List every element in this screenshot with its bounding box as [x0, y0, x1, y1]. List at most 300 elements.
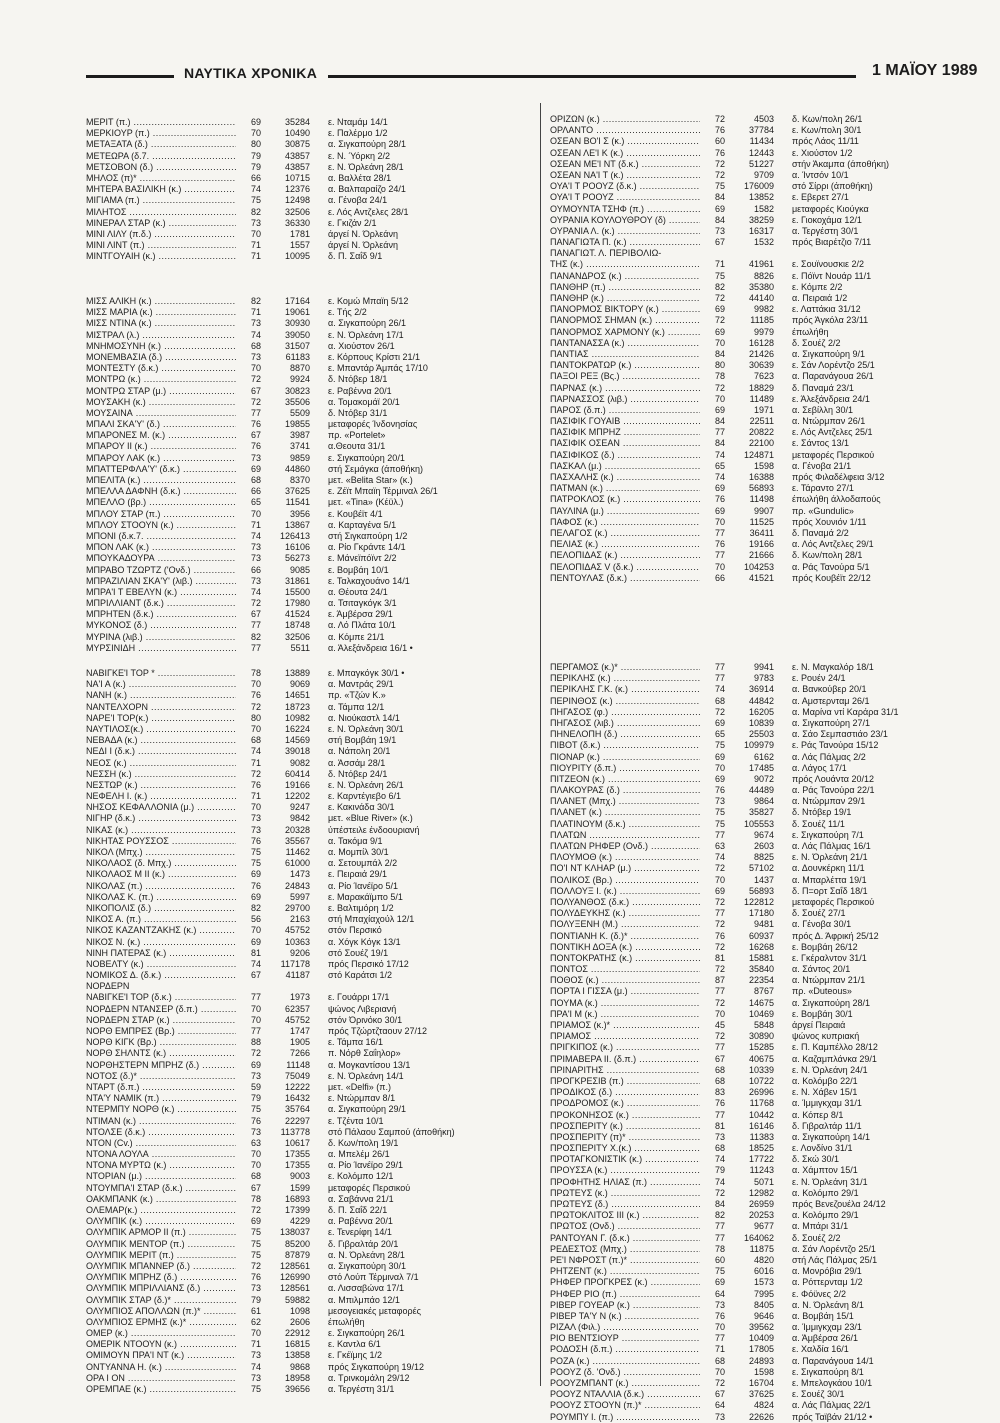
ship-row [550, 718, 990, 729]
tonnage: 62357 [284, 1003, 310, 1014]
build-year: 72 [714, 997, 725, 1008]
tonnage: 13852 [748, 192, 774, 203]
ship-row [550, 1065, 990, 1076]
ship-row [86, 780, 526, 791]
tonnage: 38259 [748, 214, 774, 225]
ship-row [86, 791, 526, 802]
ship-name: ΜΠΕΛΛΑ ΔΑΦΝΗ (δ.κ.) ..... [86, 486, 236, 497]
ship-location: στό Σίρρι (άποθήκη) [792, 181, 873, 192]
ship-name: ΜΗΤΕΡΑ ΒΑΣΙΛΙΚΗ (κ.) ..... [86, 184, 236, 195]
tonnage: 9674 [753, 829, 774, 840]
tonnage: 16146 [748, 1120, 774, 1131]
ship-name: ΠΟΛΥΑΝΘΟΣ (δ.κ.) ..... [550, 897, 700, 908]
ship-row [550, 1266, 990, 1277]
build-year: 65 [714, 460, 725, 471]
tonnage: 14675 [748, 997, 774, 1008]
ship-name: ΠΡΟΔΙΚΟΣ (δ.) ..... [550, 1087, 700, 1098]
ship-name: ΠΙΒΟΤ (δ.κ.) ..... [550, 740, 700, 751]
ship-name: ΠΟΥΜΑ (κ.) ..... [550, 998, 700, 1009]
ship-name: ΠΡΟΓΚΡΕΣΙΒ (π.) ..... [550, 1076, 700, 1087]
build-year: 81 [714, 1120, 725, 1131]
ship-location: ε. Χαλδία 16/1 [792, 1344, 849, 1355]
ship-name: ΠΕΛΟΠΙΔΑΣ (κ.) ..... [550, 550, 700, 561]
ship-name: ΟΣΕΑΝ ΛΕ'Ι Κ (κ.) ..... [550, 148, 700, 159]
tonnage: 8370 [289, 475, 310, 485]
build-year: 73 [250, 542, 261, 553]
build-year: 78 [714, 371, 725, 382]
ship-name: ΠΡΟΚΟΝΗΣΟΣ (κ.) ..... [550, 1110, 700, 1121]
tonnage: 5511 [290, 642, 310, 653]
ship-location: μετ. «Blue River» (κ.) [328, 813, 413, 824]
ship-row [550, 1221, 990, 1232]
ship-name: ΝΙΚΟΣ ΚΑΖΑΝΤΖΑΚΗΣ (κ.) ..... [86, 925, 236, 936]
tonnage: 9247 [289, 802, 310, 813]
ship-location: α. Πειραιά 1/2 [792, 293, 848, 303]
ship-row [86, 1149, 526, 1160]
build-year: 69 [714, 304, 725, 315]
tonnage: 126990 [279, 1272, 310, 1283]
tonnage: 12376 [284, 184, 310, 195]
ship-name: ΜΟΝΤΕΣΤΥ (δ.κ.) ..... [86, 363, 236, 374]
tonnage: 41524 [284, 609, 310, 620]
ship-location: α. Λισσαβώνα 17/1 [328, 1283, 404, 1294]
ship-name: ΝΟΒΕΛΤΥ (κ.) ..... [86, 959, 236, 970]
ship-location: α. Σιγκαπούρη 9/1 [792, 348, 866, 359]
ship-name: ΜΠΛΟΥ ΣΤΑΡ (π.) ..... [86, 509, 236, 520]
ship-name: ΠΑΣΙΦΙΚ ΟΣΕΑΝ ..... [550, 438, 700, 449]
ship-row [550, 405, 990, 416]
ship-row [550, 1311, 990, 1322]
ship-row [86, 318, 526, 329]
build-year: 67 [250, 609, 261, 620]
ship-name: ΡΟΥΜΠΥ Ι. (π.) ..... [550, 1412, 700, 1423]
ship-location: ε. Σουέζ 30/1 [792, 1389, 845, 1400]
tonnage: 138037 [279, 1227, 310, 1238]
build-year: 69 [714, 203, 725, 214]
ship-row [86, 128, 526, 139]
tonnage: 5509 [289, 407, 310, 418]
ship-location: α. Άμβέρσα 26/1 [792, 1333, 858, 1344]
ship-name: ΜΕΡΙΤ (π.) ..... [86, 117, 236, 128]
ship-location: πρός Βιαρέτζιο 7/11 [792, 237, 872, 248]
tonnage: 17485 [748, 762, 774, 773]
tonnage: 56273 [284, 553, 310, 564]
build-year: 79 [714, 1165, 725, 1176]
tonnage: 30639 [748, 360, 774, 371]
ship-location: έπωλήθη άλλοδαπούς [792, 494, 881, 505]
ship-row [86, 836, 526, 847]
tonnage: 24843 [284, 880, 310, 891]
build-year: 70 [250, 925, 261, 936]
tonnage: 10490 [284, 128, 310, 139]
ship-row [550, 1289, 990, 1300]
ship-name: ΟΡΙΖΩΝ (κ.) ..... [550, 114, 700, 125]
ship-row [86, 959, 526, 970]
ship-name: ΠΑΝΟΡΜΟΣ ΒΙΚΤΟΡΥ (κ.) ..... [550, 304, 700, 315]
tonnage: 43857 [284, 161, 310, 172]
tonnage: 10095 [284, 251, 310, 262]
ship-location: α. Γένοβα 30/1 [792, 919, 852, 930]
ship-location: α. Άσσάμ 28/1 [328, 757, 386, 768]
ship-location: α. Παρανάγουα 26/1 [792, 371, 874, 382]
tonnage: 13858 [284, 1350, 310, 1361]
ship-location: ε. Λός Αντζελες 28/1 [328, 206, 409, 217]
build-year: 77 [714, 427, 725, 438]
ship-name: ΝΤΑΡΤ (δ.π.) ..... [86, 1082, 236, 1093]
tonnage: 104253 [743, 561, 774, 572]
ship-row [86, 475, 526, 486]
ship-name: ΜΠΑΡΟΥ ΙΙ (κ.) ..... [86, 441, 236, 452]
ship-location: ε. Σιγκαπούρη 26/1 [328, 1328, 405, 1339]
ship-location: μετ. «Delfi» (π.) [328, 1081, 391, 1092]
ship-row [550, 472, 990, 483]
ship-name: ΟΛΥΜΠΙΚ ΜΠΡΙΛΛΙΑΝΣ (δ.) ..... [86, 1283, 236, 1294]
ship-location: ε. Σάν Λορέντζο 25/1 [792, 360, 875, 371]
build-year: 71 [250, 240, 261, 251]
build-year: 72 [714, 158, 725, 169]
ship-location: δ. Σκώ 30/1 [792, 1154, 840, 1165]
ship-name: ΟΛΥΜΠΙΚ ΑΡΜΟΡ ΙΙ (π.) ..... [86, 1227, 236, 1238]
tonnage: 17180 [748, 908, 774, 919]
build-year: 72 [250, 1205, 261, 1215]
ship-row [86, 632, 526, 643]
tonnage: 11541 [285, 497, 310, 508]
ship-name: ΡΗΤΖΕΝΤ (κ.) ..... [550, 1266, 700, 1277]
ship-row [86, 1071, 526, 1082]
ship-location: ε. Ταλκαχουάνο 14/1 [328, 575, 410, 586]
build-year: 72 [714, 941, 725, 952]
tonnage: 22354 [748, 975, 774, 986]
ship-location: ε. Χιούστον 1/2 [792, 147, 853, 158]
ship-location: α. Ίμμιγκχαμ 31/1 [792, 1098, 862, 1109]
ship-location: α. Σάν Λορέντζο 25/1 [792, 1243, 876, 1254]
ship-row [86, 1250, 526, 1261]
ship-name: ΟΜΙΜΟΥΝ ΠΡΑ'Ι ΝΤ (κ.) ..... [86, 1350, 236, 1361]
ship-name: ΠΑΣΙΦΙΚ ΓΟΥΑΙΒ ..... [550, 416, 700, 427]
ship-row [550, 1165, 990, 1176]
ship-name: ΠΑΣΧΑΛΗΣ (κ.) ..... [550, 472, 700, 483]
build-year: 66 [250, 486, 261, 497]
build-year: 65 [714, 729, 725, 740]
ship-name: ΜΠΕΛΛΟ (βρ.) ..... [86, 497, 236, 508]
tonnage: 124871 [743, 449, 774, 460]
ship-name: ΝΙΓΗΡ (δ.κ.) ..... [86, 813, 236, 824]
build-year: 84 [714, 348, 725, 359]
tonnage: 126413 [279, 530, 310, 541]
build-year: 62 [250, 1316, 261, 1327]
ship-row [550, 539, 990, 550]
ship-name: ΠΑΝΑΓΙΩΤ. Λ. ΠΕΡΙΒΟΛΙΩ- [550, 248, 662, 259]
tonnage: 17355 [284, 1149, 310, 1160]
ship-location: α. Μπαρλέττα 19/1 [792, 874, 867, 885]
ship-location: ε. Τής 2/2 [328, 307, 367, 318]
ship-row [550, 1199, 990, 1210]
build-year: 72 [714, 293, 725, 303]
ship-row [550, 528, 990, 539]
ship-location: πρός Κουβέϊτ 22/12 [792, 572, 871, 583]
tonnage: 16893 [284, 1193, 310, 1204]
build-year: 66 [714, 572, 725, 583]
build-year: 70 [250, 508, 261, 519]
ship-row [550, 852, 990, 863]
tonnage: 30930 [284, 318, 310, 329]
tonnage: 18723 [284, 701, 310, 712]
ship-name: ΡΟΔΟΣΗ (δ.π.) ..... [550, 1344, 700, 1355]
build-year: 70 [714, 1008, 725, 1019]
ship-name: ΟΥΑ'Ι Τ ΡΟΟΥΖ ..... [550, 192, 700, 203]
ship-row [550, 998, 990, 1009]
build-year: 74 [250, 586, 261, 597]
tonnage: 44842 [748, 695, 774, 706]
ship-row [86, 531, 526, 542]
tonnage: 1532 [753, 237, 774, 248]
ship-location: πρ. «Τζών Κ.» [328, 690, 386, 701]
ship-row [86, 925, 526, 936]
tonnage: 56893 [748, 483, 774, 494]
build-year: 76 [250, 779, 261, 790]
ship-location: ε. Μπελογκάου 10/1 [792, 1378, 873, 1388]
tonnage: 1473 [289, 869, 310, 880]
ship-row [550, 696, 990, 707]
ship-location: α. Ν. Όρλεάνη 8/1 [792, 1299, 864, 1310]
tonnage: 9085 [289, 564, 310, 575]
tonnage: 10469 [748, 1008, 774, 1019]
ship-name: ΝΑΡΕ'Ι ΤΟΡ(κ.) ..... [86, 713, 236, 724]
ship-name: ΠΡΟΣΠΕΡΙΤΥ Χ.(κ.) ..... [550, 1143, 700, 1154]
ship-row [86, 858, 526, 869]
build-year: 73 [250, 318, 261, 329]
ship-row [550, 1087, 990, 1098]
ship-location: α. Τομακομάϊ 20/1 [328, 396, 400, 407]
ship-location: μετ. «Tina» (Κέϋλ.) [328, 497, 404, 508]
ship-row [550, 1020, 990, 1031]
tonnage: 14651 [284, 690, 310, 701]
tonnage: 11185 [750, 315, 774, 326]
ship-row [86, 802, 526, 813]
ship-row [86, 240, 526, 251]
ship-name: ΡΕΔΕΣΤΟΣ (Μπχ.) ..... [550, 1244, 700, 1255]
ship-location: πρός Περσικό 17/12 [328, 958, 409, 969]
ship-location: ε. Ν. Όρλεάνη 24/1 [792, 1064, 868, 1075]
ship-name: ΡΟΟΥΖ ΝΤΑΛΛΙΑ (δ.κ.) ..... [550, 1389, 700, 1400]
build-year: 69 [250, 117, 261, 127]
ship-row [86, 1306, 526, 1317]
ship-name: ΝΟΡΘ ΣΗΛΝΤΣ (κ.) ..... [86, 1048, 236, 1059]
ship-name: ΝΕΣΤΩΡ (κ.) ..... [86, 780, 236, 791]
tonnage: 51227 [748, 158, 774, 169]
ship-name: ΜΟΝΤΡΩ ΣΤΑΡ (μ.) ..... [86, 386, 236, 397]
build-year: 84 [714, 438, 725, 449]
ship-row [86, 151, 526, 162]
build-year: 75 [250, 858, 261, 869]
tonnage: 21426 [748, 348, 774, 359]
build-year: 80 [714, 360, 725, 371]
build-year: 73 [250, 1283, 261, 1294]
ship-row [86, 464, 526, 475]
ship-row [86, 352, 526, 363]
ship-name: ΠΑΝΘΗΡ (π.) ..... [550, 282, 700, 293]
ship-location: α. Ραβέννα 20/1 [328, 1216, 393, 1227]
build-year: 45 [714, 1020, 725, 1030]
ship-row [550, 1098, 990, 1109]
ship-location: μεταφορές Περσικού [328, 1182, 411, 1193]
ship-row [86, 914, 526, 925]
ship-location: α. Τεργέστη 31/1 [328, 1384, 395, 1394]
ship-name: ΝΤΟΝ (Cv.) ..... [86, 1138, 236, 1149]
ship-location: ε. Ν. Όρλεάνη 21/1 [792, 852, 868, 863]
build-year: 84 [714, 1199, 725, 1209]
build-year: 74 [250, 530, 261, 541]
ship-row [550, 371, 990, 382]
build-year: 68 [250, 1171, 261, 1182]
ship-location: δ. Ντόβερ 24/1 [328, 768, 388, 779]
build-year: 79 [250, 161, 261, 172]
ship-location: α. Ντώρμπαν 26/1 [792, 416, 866, 427]
ship-location: δ. Σουέζ 27/1 [792, 908, 846, 919]
ship-row [86, 713, 526, 724]
ship-row [86, 813, 526, 824]
build-year: 67 [714, 237, 725, 248]
ship-name: ΜΠΟΝ ΛΑΚ (κ.) ..... [86, 542, 236, 553]
ship-name: ΡΗΦΕΡ ΠΡΟΓΚΡΕΣ (κ.) ..... [550, 1277, 700, 1288]
build-year: 77 [250, 1026, 261, 1036]
ship-name: ΟΛΥΜΠΙΚ ΣΤΑΡ (δ.)* ..... [86, 1295, 236, 1306]
ship-location: α. Τεργέστη 30/1 [792, 225, 859, 236]
ship-row [550, 562, 990, 573]
ship-location: α. Κολόμβο 22/1 [792, 1075, 858, 1086]
tonnage: 17980 [284, 598, 310, 609]
tonnage: 39656 [284, 1384, 310, 1394]
build-year: 56 [250, 914, 261, 925]
ship-location: ε. Γκέϊμης 1/2 [328, 1350, 383, 1361]
tonnage: 3741 [289, 441, 310, 452]
tonnage: 9481 [753, 919, 774, 930]
header-rule-right [328, 75, 856, 78]
ship-row [550, 1031, 990, 1042]
build-year: 76 [714, 494, 725, 505]
build-year: 68 [250, 340, 261, 351]
build-year: 77 [714, 1042, 725, 1053]
build-year: 69 [714, 751, 725, 762]
ship-location: στόν Όρινόκο 30/1 [328, 1014, 403, 1025]
build-year: 73 [250, 553, 261, 564]
build-year: 72 [714, 896, 725, 907]
tonnage: 2163 [289, 914, 310, 925]
ship-location: δ. Σουέζ 2/2 [792, 337, 841, 348]
ship-location: ε. Καντλα 6/1 [328, 1339, 381, 1350]
ship-location: ε. Ντώρμπαν 8/1 [328, 1093, 396, 1104]
page-header [86, 62, 992, 88]
build-year: 70 [250, 1014, 261, 1025]
tonnage: 10339 [748, 1064, 774, 1075]
ship-location: ε. Σιγκαπούρη 7/1 [792, 829, 864, 840]
ship-location: δ. Ντόβερ 19/1 [792, 807, 852, 818]
build-year: 73 [250, 575, 261, 586]
ship-location: ε. Βομβάη 26/12 [792, 941, 858, 952]
tonnage: 1573 [753, 1277, 774, 1288]
ship-location: ε. Κόρπους Κρίστι 21/1 [328, 351, 420, 362]
ship-row [550, 919, 990, 930]
ship-row [550, 506, 990, 517]
ship-row [550, 1110, 990, 1121]
tonnage: 128561 [279, 1283, 310, 1294]
ship-name: ΜΙΛΗΤΟΣ ..... [86, 207, 236, 218]
ship-name: ΠΟΡΤΑ Ι ΓΙΣΣΑ (μ.) ..... [550, 986, 700, 997]
ship-row [550, 315, 990, 326]
tonnage: 20328 [284, 824, 310, 835]
ship-row [86, 430, 526, 441]
ship-list-block [550, 114, 990, 584]
ship-row [550, 1132, 990, 1143]
ship-location: μετ. «Belita Star» (κ.) [328, 475, 413, 485]
ship-row [550, 673, 990, 684]
build-year: 77 [714, 908, 725, 919]
build-year: 68 [250, 735, 261, 746]
ship-name: ΠΗΓΑΣΟΣ (φ.) ..... [550, 707, 700, 718]
ship-location: ψώνος Λιβεριανή [328, 1003, 397, 1014]
ship-location: δ. Κων/πολη 19/1 [328, 1137, 399, 1148]
build-year: 70 [250, 802, 261, 813]
build-year: 78 [250, 1193, 261, 1204]
build-year: 71 [250, 1339, 261, 1350]
tonnage: 9982 [753, 304, 774, 315]
build-year: 72 [250, 1260, 261, 1271]
ship-row [86, 1093, 526, 1104]
tonnage: 11489 [749, 393, 774, 404]
build-year: 77 [714, 829, 725, 840]
ship-name: ΝΟΡΘ ΚΙΓΚ (Βρ.) ..... [86, 1037, 236, 1048]
tonnage: 16317 [748, 225, 774, 236]
ship-row [86, 1138, 526, 1149]
ship-row [86, 609, 526, 620]
ship-name: ΠΑΡΟΣ (δ.π.) ..... [550, 405, 700, 416]
ship-location: α. Σεβίλλη 30/1 [792, 404, 853, 415]
tonnage: 17164 [284, 296, 310, 306]
build-year: 69 [250, 869, 261, 880]
ship-row [550, 1367, 990, 1378]
build-year: 70 [250, 1160, 261, 1171]
ship-row [550, 819, 990, 830]
ship-name: ΠΙΤΖΕΟΝ (κ.) ..... [550, 774, 700, 785]
tonnage: 35506 [284, 396, 310, 407]
tonnage: 9677 [753, 1221, 774, 1232]
ship-location: α. Σιγκαπούρη 14/1 [792, 1131, 871, 1142]
ship-row [550, 684, 990, 695]
ship-row [86, 1328, 526, 1339]
ship-location: στή Σιγκαπούρη 1/2 [328, 530, 408, 541]
ship-location: α. Νάπολη 20/1 [328, 746, 391, 757]
ship-location: στό Λούπ Τέρμιναλ 7/1 [328, 1272, 419, 1283]
ship-name: ΠΟΘΟΣ (κ.) ..... [550, 975, 700, 986]
ship-row [86, 1194, 526, 1205]
build-year: 68 [714, 1355, 725, 1366]
build-year: 67 [714, 1389, 725, 1400]
ship-location: πρός Τζώρτζταουν 27/12 [328, 1026, 427, 1036]
ship-location: πρός Ταϊβάν 21/12 • [792, 1411, 873, 1422]
ship-row [550, 204, 990, 215]
ship-row [550, 707, 990, 718]
ship-name: ΡΟΟΥΖΜΠΑΝΤ (κ.) ..... [550, 1378, 700, 1389]
ship-row [550, 125, 990, 136]
build-year: 74 [250, 958, 261, 969]
ship-location: ε. Λαττάκια 31/12 [792, 304, 861, 315]
build-year: 80 [250, 139, 261, 150]
tonnage: 11434 [749, 136, 774, 147]
ship-row [550, 1154, 990, 1165]
ship-row [86, 576, 526, 587]
ship-name: ΠΑΝΘΗΡ (κ.) ..... [550, 293, 700, 304]
ship-name: ΠΕΡΓΑΜΟΣ (κ.)* ..... [550, 662, 700, 673]
